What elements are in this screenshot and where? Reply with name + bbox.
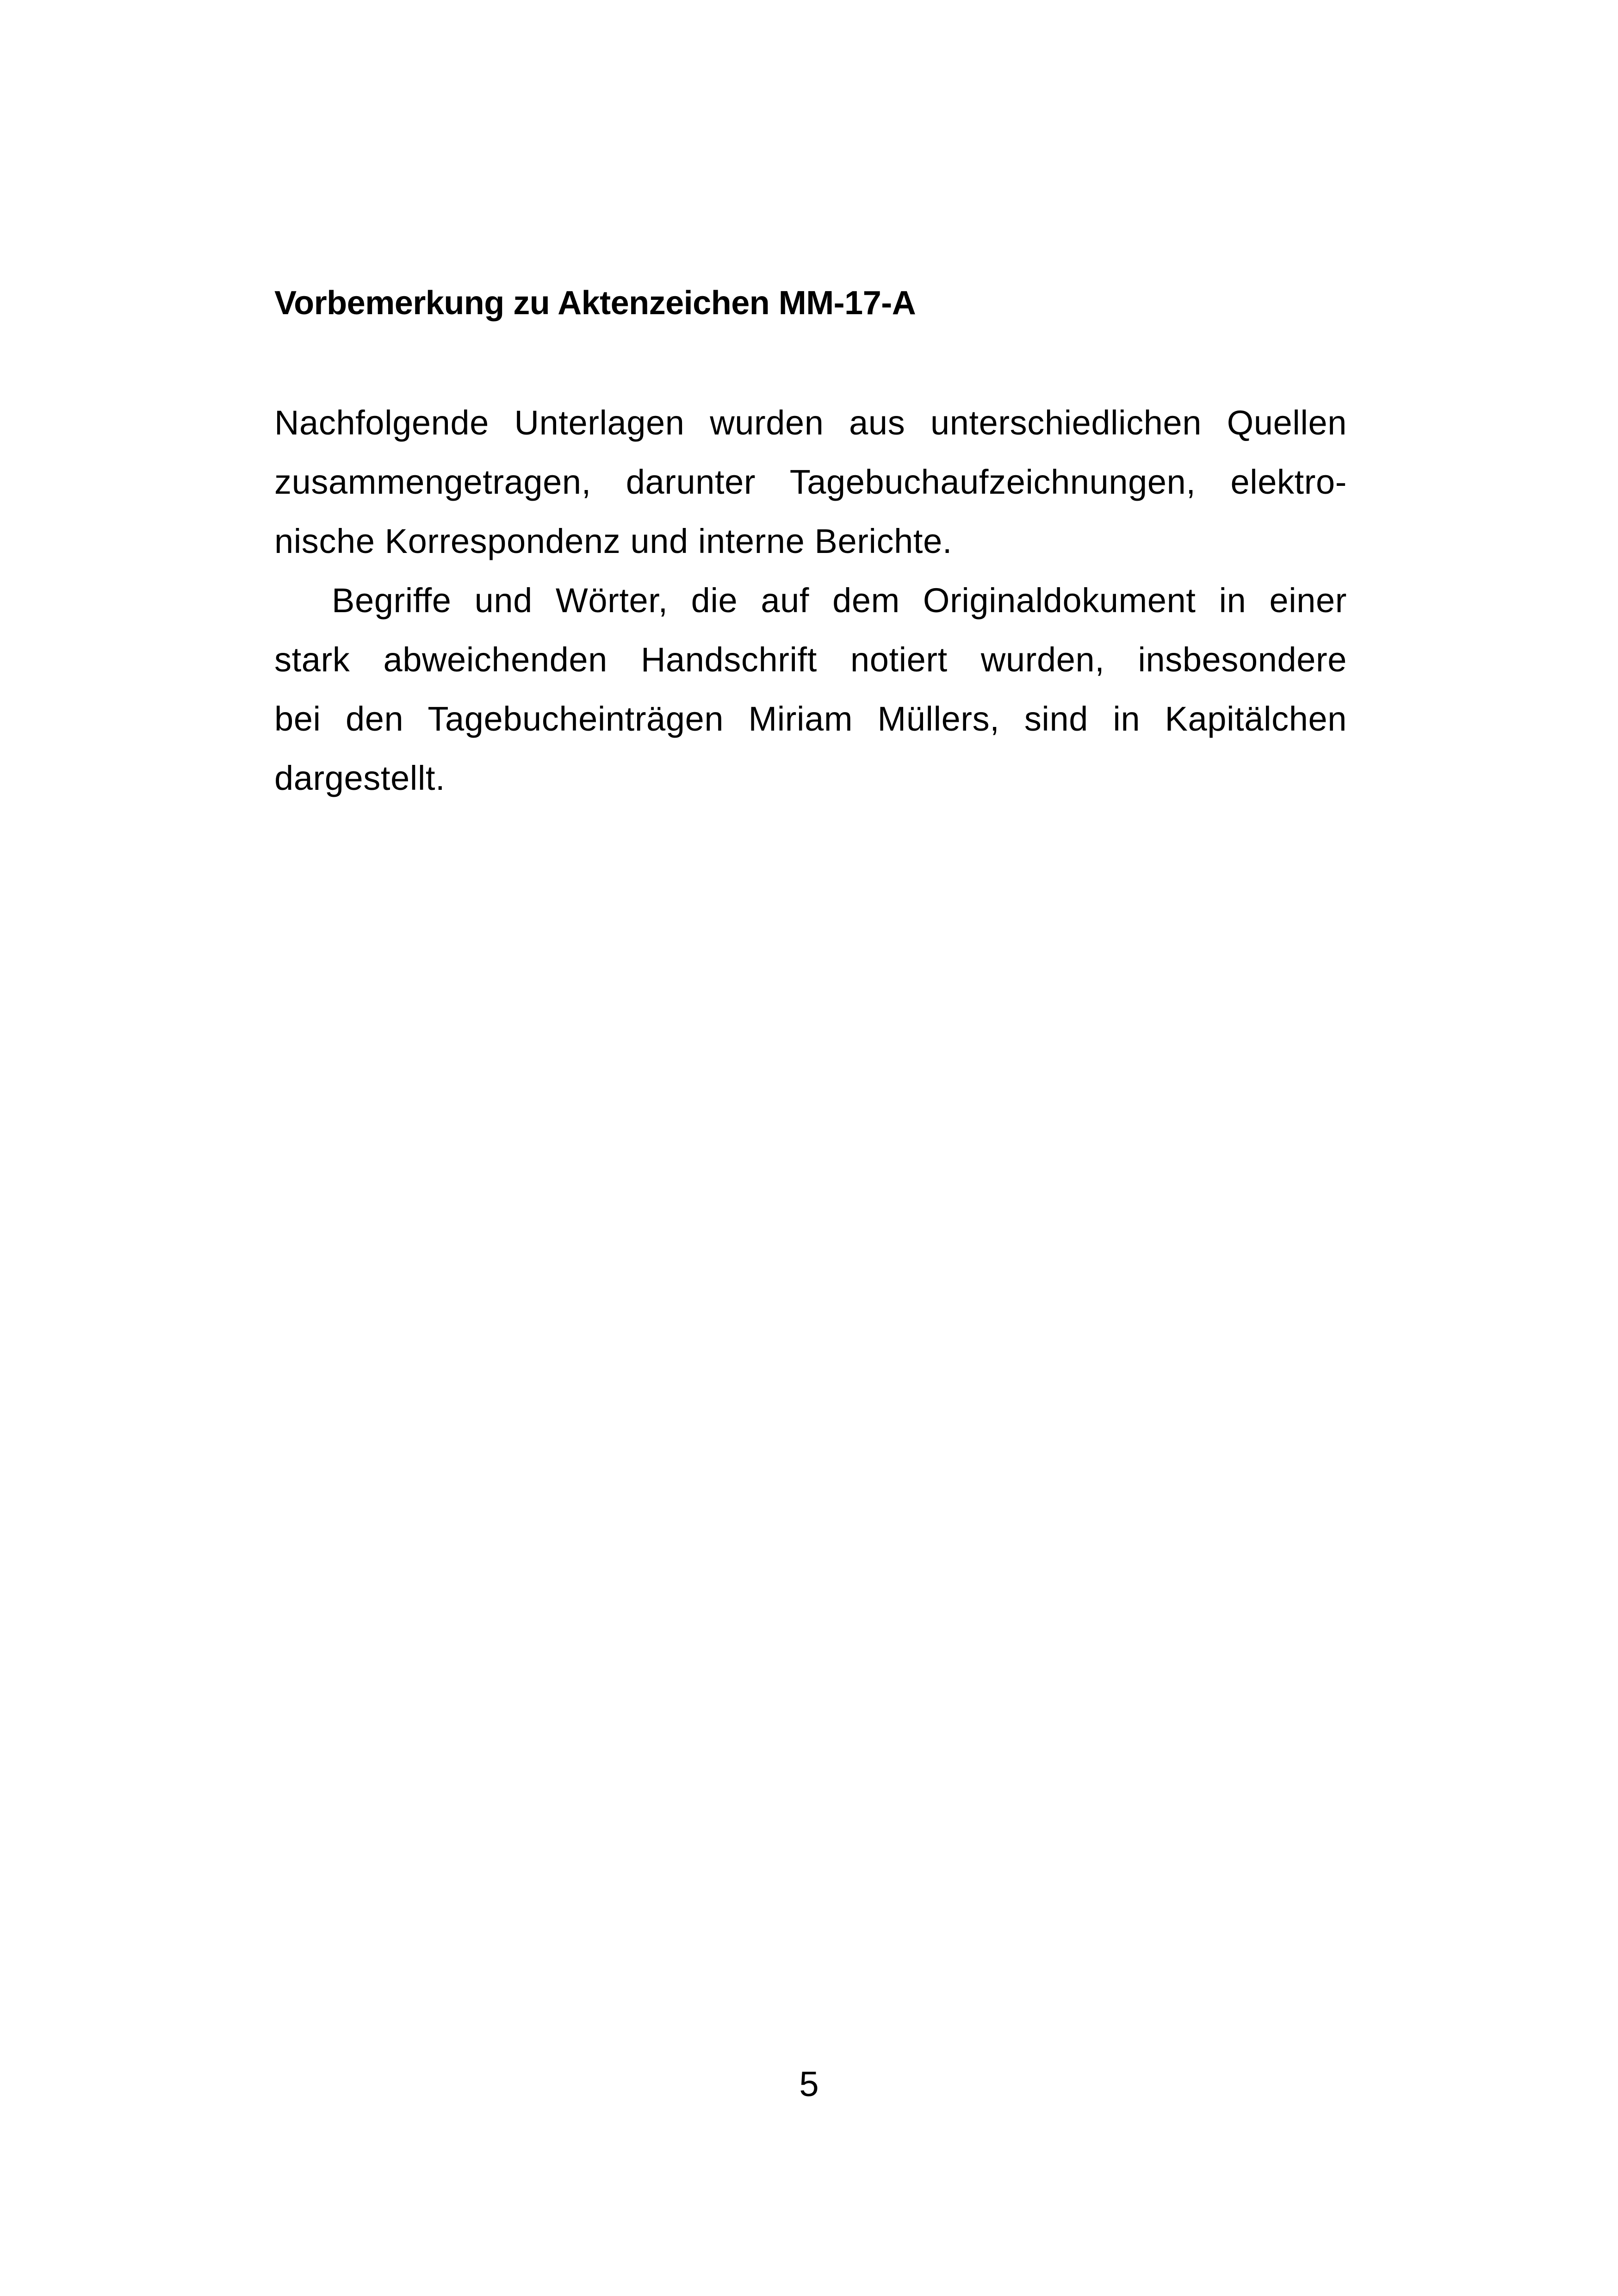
paragraph-line: Nachfolgende Unterlagen wurden aus unterschiedlichen Quellen (274, 403, 1347, 442)
paragraph-line: Begriffe und Wörter, die auf dem Originaldokument in einer (332, 581, 1347, 620)
page-number: 5 (799, 2065, 819, 2104)
body-text (274, 393, 1347, 808)
paragraph-line: nische Korrespondenz und interne Berichte. (274, 522, 952, 560)
paragraph-1 (274, 393, 1347, 571)
paragraph-line: bei den Tagebucheinträgen Miriam Müllers, sind in Kapitälchen (274, 700, 1347, 738)
paragraph-2 (274, 571, 1347, 808)
paragraph-line: stark abweichenden Handschrift notiert wurden, insbesondere (274, 640, 1347, 679)
paragraph-line: zusammengetragen, darunter Tagebuchaufzeichnungen, elektro- (274, 463, 1347, 501)
section-heading: Vorbemerkung zu Aktenzeichen MM-17-A (274, 285, 916, 322)
paragraph-line: dargestellt. (274, 759, 446, 797)
